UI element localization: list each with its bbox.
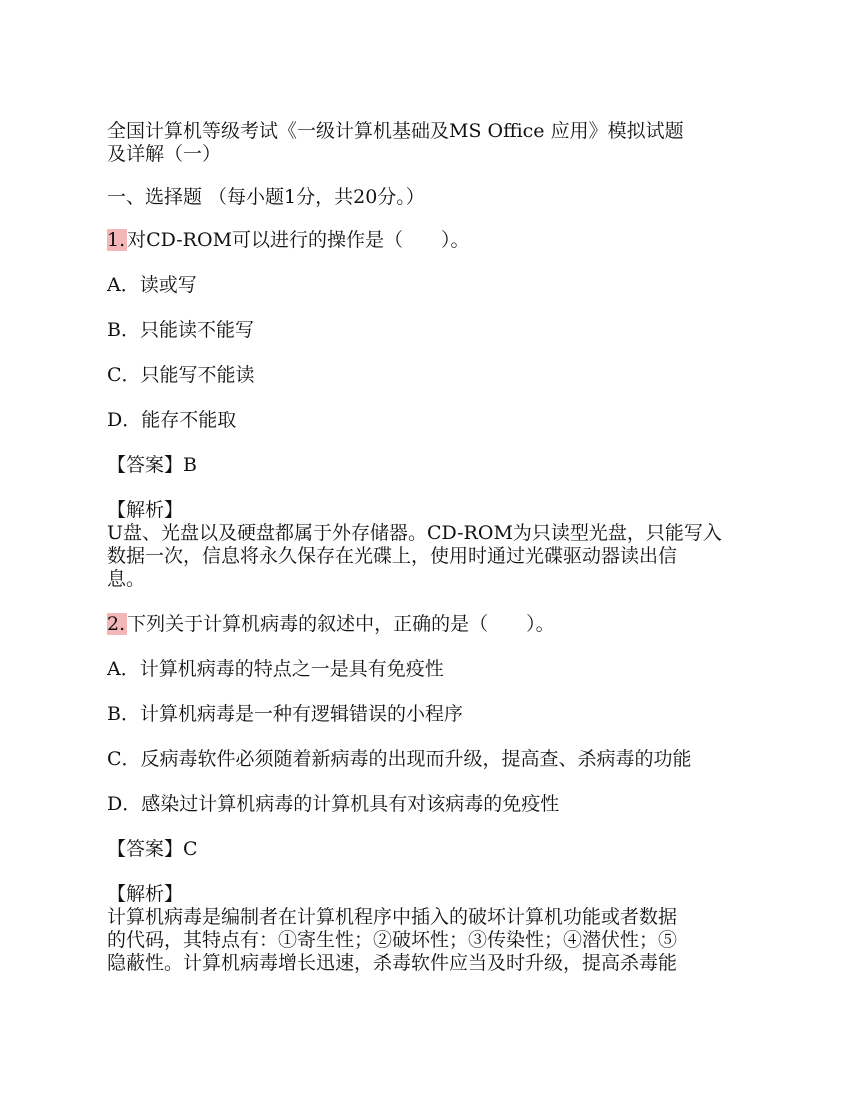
question-1 [107, 229, 757, 591]
analysis-line: 的代码，其特点有：①寄生性；②破坏性；③传染性；④潜伏性；⑤ [107, 929, 678, 951]
section-heading: 一、选择题 （每小题1分，共20分。） [107, 186, 425, 208]
analysis-label: 【解析】 [107, 499, 184, 521]
analysis-line: 数据一次，信息将永久保存在光碟上，使用时通过光碟驱动器读出信 [107, 545, 678, 567]
analysis-line: 隐蔽性。计算机病毒增长迅速，杀毒软件应当及时升级，提高杀毒能 [107, 952, 678, 974]
answer: 【答案】B [107, 454, 197, 476]
title-line-1: 全国计算机等级考试《一级计算机基础及MS Office 应用》模拟试题 [107, 120, 684, 142]
question-text: 下列关于计算机病毒的叙述中，正确的是（ ）。 [127, 613, 555, 635]
question-stem [107, 613, 757, 636]
analysis-line: U盘、光盘以及硬盘都属于外存储器。CD-ROM为只读型光盘，只能写入 [107, 522, 722, 544]
option-d: D．能存不能取 [107, 409, 237, 431]
analysis-line: 计算机病毒是编制者在计算机程序中插入的破坏计算机功能或者数据 [107, 906, 678, 928]
question-stem [107, 229, 757, 252]
analysis-text [107, 522, 747, 591]
analysis-label: 【解析】 [107, 883, 184, 905]
document-page [107, 120, 757, 997]
option-b: B．只能读不能写 [107, 319, 254, 341]
question-number: 2. [107, 613, 126, 635]
answer: 【答案】C [107, 838, 198, 860]
question-number: 1. [107, 229, 126, 251]
title-line-2: 及详解（一） [107, 143, 222, 165]
document-title [107, 120, 757, 166]
question-text: 对CD-ROM可以进行的操作是（ ）。 [127, 229, 470, 251]
option-b: B．计算机病毒是一种有逻辑错误的小程序 [107, 703, 463, 725]
option-c: C．只能写不能读 [107, 364, 255, 386]
question-2 [107, 613, 757, 975]
option-a: A．读或写 [107, 274, 197, 296]
option-c: C．反病毒软件必须随着新病毒的出现而升级，提高查、杀病毒的功能 [107, 748, 692, 770]
analysis-line: 息。 [107, 568, 146, 590]
analysis-text [107, 906, 747, 975]
option-a: A．计算机病毒的特点之一是具有免疫性 [107, 658, 444, 680]
option-d: D．感染过计算机病毒的计算机具有对该病毒的免疫性 [107, 793, 560, 815]
